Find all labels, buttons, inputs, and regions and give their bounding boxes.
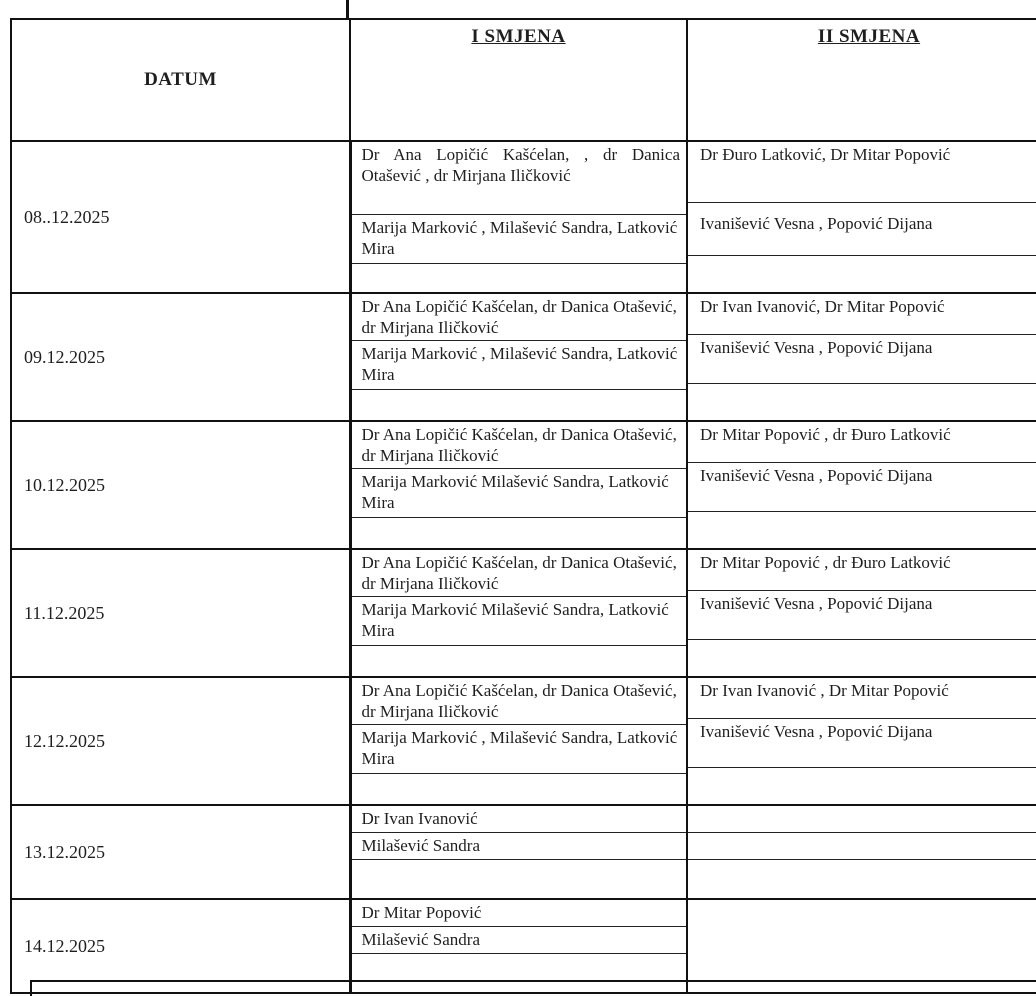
shift-2-cell [687,677,1036,805]
shift-1-extra [352,860,687,894]
header-shift-2-label: II SMJENA [817,26,921,47]
shift-2-nurses: Ivanišević Vesna , Popović Dijana [688,719,1036,768]
shift-2-nurses: Ivanišević Vesna , Popović Dijana [688,203,1036,256]
shift-2-doctors: Dr Đuro Latković, Dr Mitar Popović [688,142,1036,203]
shift-1-cell [350,677,687,805]
shift-2-cell [687,421,1036,549]
shift-1-extra [352,774,687,798]
shift-2-extra [688,860,1036,894]
table-row [11,677,1036,805]
shift-2-nurses [688,833,1036,860]
table-row [11,899,1036,993]
header-date: DATUM [11,19,350,141]
shift-1-nurses: Marija Marković , Milašević Sandra, Latković Mira [352,341,687,390]
shift-2-extra [688,768,1036,798]
shift-2-nurses: Ivanišević Vesna , Popović Dijana [688,335,1036,384]
header-shift-2 [687,19,1036,141]
shift-1-cell [350,141,687,293]
date-cell: 08..12.2025 [11,141,350,293]
shift-1-doctors: Dr Ana Lopičić Kašćelan, dr Danica Otašević, dr Mirjana Iličković [352,294,687,341]
date-cell: 10.12.2025 [11,421,350,549]
header-shift-1 [350,19,687,141]
shift-2-extra [688,640,1036,670]
shift-2-nurses: Ivanišević Vesna , Popović Dijana [688,463,1036,512]
shift-2-cell [687,141,1036,293]
shift-1-nurses: Marija Marković , Milašević Sandra, Latković Mira [352,215,687,264]
shift-2-extra [688,512,1036,542]
shift-2-doctors: Dr Ivan Ivanović , Dr Mitar Popović [688,678,1036,719]
shift-1-cell [350,293,687,421]
shift-1-doctors: Dr Ana Lopičić Kašćelan, dr Danica Otašević, dr Mirjana Iličković [352,550,687,597]
shift-1-cell [350,549,687,677]
shift-2-doctors: Dr Ivan Ivanović, Dr Mitar Popović [688,294,1036,335]
shift-1-cell [350,805,687,899]
table-row [11,549,1036,677]
shift-1-doctors: Dr Ivan Ivanović [352,806,687,833]
date-cell: 11.12.2025 [11,549,350,677]
bottom-strip-row [30,980,1036,996]
shift-1-extra [352,264,687,284]
table-row [11,805,1036,899]
shift-1-extra [352,646,687,670]
shift-1-nurses: Marija Marković Milašević Sandra, Latković Mira [352,597,687,646]
shift-2-cell [687,549,1036,677]
date-cell: 13.12.2025 [11,805,350,899]
shift-2-nurses: Ivanišević Vesna , Popović Dijana [688,591,1036,640]
header-shift-1-label: I SMJENA [471,26,566,47]
shift-1-extra [352,518,687,542]
shift-1-doctors: Dr Ana Lopičić Kašćelan, , dr Danica Otašević , dr Mirjana Iličković [352,142,687,215]
date-cell: 09.12.2025 [11,293,350,421]
table-row [11,141,1036,293]
shift-1-extra [352,390,687,414]
shift-2-nurses [688,926,1036,952]
table-row [11,421,1036,549]
shift-1-cell [350,899,687,993]
shift-1-doctors: Dr Mitar Popović [352,900,687,927]
shift-2-extra [688,384,1036,414]
shift-schedule-table [10,18,1036,994]
shift-2-extra [688,256,1036,282]
date-cell: 14.12.2025 [11,899,350,993]
shift-1-doctors: Dr Ana Lopičić Kašćelan, dr Danica Otašević, dr Mirjana Iličković [352,422,687,469]
header-row [11,19,1036,141]
shift-1-nurses: Milašević Sandra [352,833,687,860]
shift-2-doctors: Dr Mitar Popović , dr Đuro Latković [688,422,1036,463]
shift-1-doctors: Dr Ana Lopičić Kašćelan, dr Danica Otašević, dr Mirjana Iličković [352,678,687,725]
shift-2-cell [687,805,1036,899]
shift-1-cell [350,421,687,549]
shift-1-nurses: Marija Marković , Milašević Sandra, Latković Mira [352,725,687,774]
table-row [11,293,1036,421]
shift-2-cell [687,293,1036,421]
top-strip-row [346,0,1036,20]
shift-2-doctors: Dr Mitar Popović , dr Đuro Latković [688,550,1036,591]
shift-1-nurses: Milašević Sandra [352,927,687,954]
date-cell: 12.12.2025 [11,677,350,805]
shift-2-doctors [688,806,1036,833]
shift-1-nurses: Marija Marković Milašević Sandra, Latković Mira [352,469,687,518]
shift-2-cell [687,899,1036,993]
shift-2-doctors [688,900,1036,926]
